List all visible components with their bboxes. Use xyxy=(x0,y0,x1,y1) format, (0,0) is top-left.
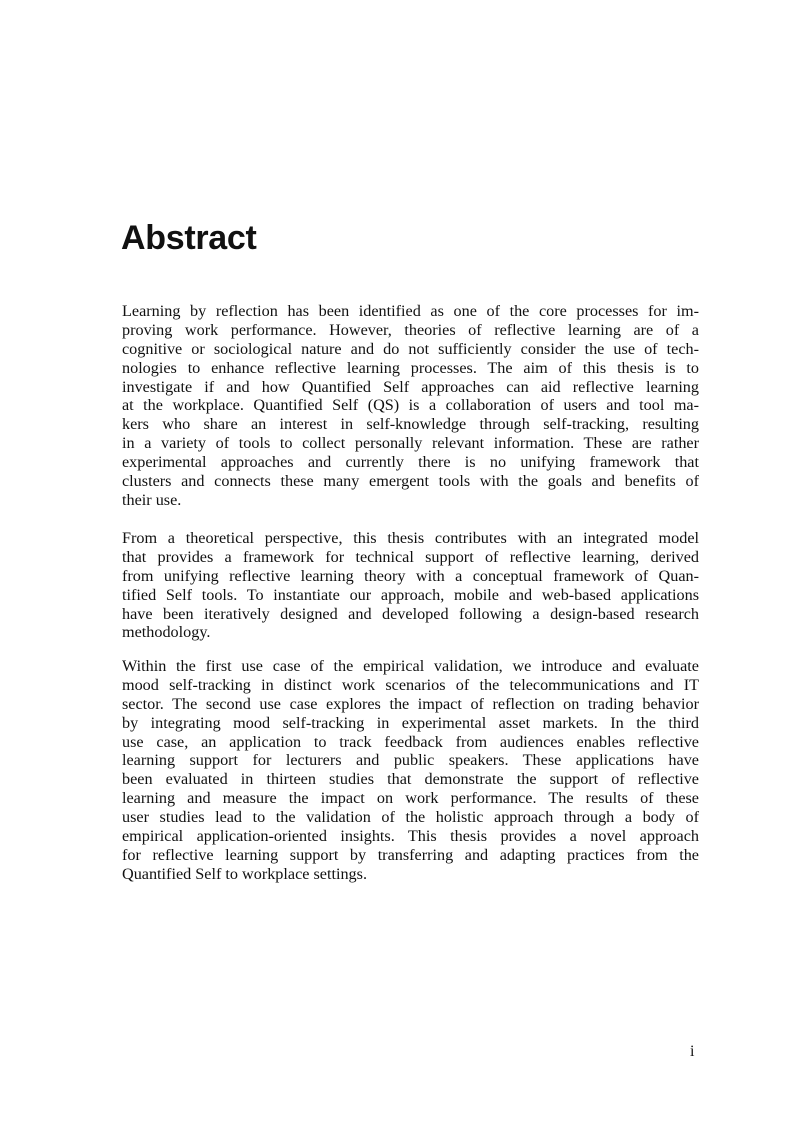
text-line: Quantified Self to workplace settings. xyxy=(122,864,368,883)
text-line: their use. xyxy=(122,490,182,509)
text-line: in a variety of tools to collect personally relevant information. These are rather xyxy=(122,434,699,453)
abstract-paragraph-1 xyxy=(122,302,699,510)
text-line: tified Self tools. To instantiate our approach, mobile and web-based applications xyxy=(122,585,699,604)
text-line: for reflective learning support by transferring and adapting practices from the xyxy=(122,845,699,864)
text-line: empirical application-oriented insights. This thesis provides a novel approach xyxy=(122,827,699,846)
text-line: Within the first use case of the empirical validation, we introduce and evaluate xyxy=(122,657,699,675)
page-title: Abstract xyxy=(121,219,257,257)
text-line: investigate if and how Quantified Self approaches can aid reflective learning xyxy=(122,377,699,396)
text-line: cognitive or sociological nature and do not sufficiently consider the use of tech- xyxy=(122,339,699,358)
text-line: kers who share an interest in self-knowledge through self-tracking, resulting xyxy=(122,415,699,434)
text-line: clusters and connects these many emergent tools with the goals and benefits of xyxy=(122,472,699,491)
text-line: from unifying reflective learning theory with a conceptual framework of Quan- xyxy=(122,566,699,585)
text-line: nologies to enhance reflective learning processes. The aim of this thesis is to xyxy=(122,358,699,377)
text-line: have been iteratively designed and developed following a design-based research xyxy=(122,604,699,623)
text-line: been evaluated in thirteen studies that demonstrate the support of reflective xyxy=(122,770,699,789)
text-line: methodology. xyxy=(122,623,211,642)
text-line: user studies lead to the validation of the holistic approach through a body of xyxy=(122,808,699,827)
text-line: experimental approaches and currently there is no unifying framework that xyxy=(122,453,699,472)
text-line: sector. The second use case explores the impact of reflection on trading behavior xyxy=(122,694,699,713)
abstract-paragraph-2 xyxy=(122,529,699,642)
text-line: use case, an application to track feedback from audiences enables reflective xyxy=(122,732,699,751)
text-line: Learning by reflection has been identified as one of the core processes for im- xyxy=(122,302,699,320)
text-line: mood self-tracking in distinct work scenarios of the telecommunications and IT xyxy=(122,675,699,694)
text-line: learning and measure the impact on work performance. The results of these xyxy=(122,789,699,808)
text-line: by integrating mood self-tracking in experimental asset markets. In the third xyxy=(122,713,699,732)
text-line: proving work performance. However, theories of reflective learning are of a xyxy=(122,320,699,339)
text-line: learning support for lecturers and public speakers. These applications have xyxy=(122,751,699,770)
text-line: that provides a framework for technical support of reflective learning, derived xyxy=(122,547,699,566)
text-line: at the workplace. Quantified Self (QS) is a collaboration of users and tool ma- xyxy=(122,396,699,415)
text-line: From a theoretical perspective, this thesis contributes with an integrated model xyxy=(122,529,699,547)
abstract-paragraph-3 xyxy=(122,657,699,884)
page-number: i xyxy=(690,1043,695,1060)
